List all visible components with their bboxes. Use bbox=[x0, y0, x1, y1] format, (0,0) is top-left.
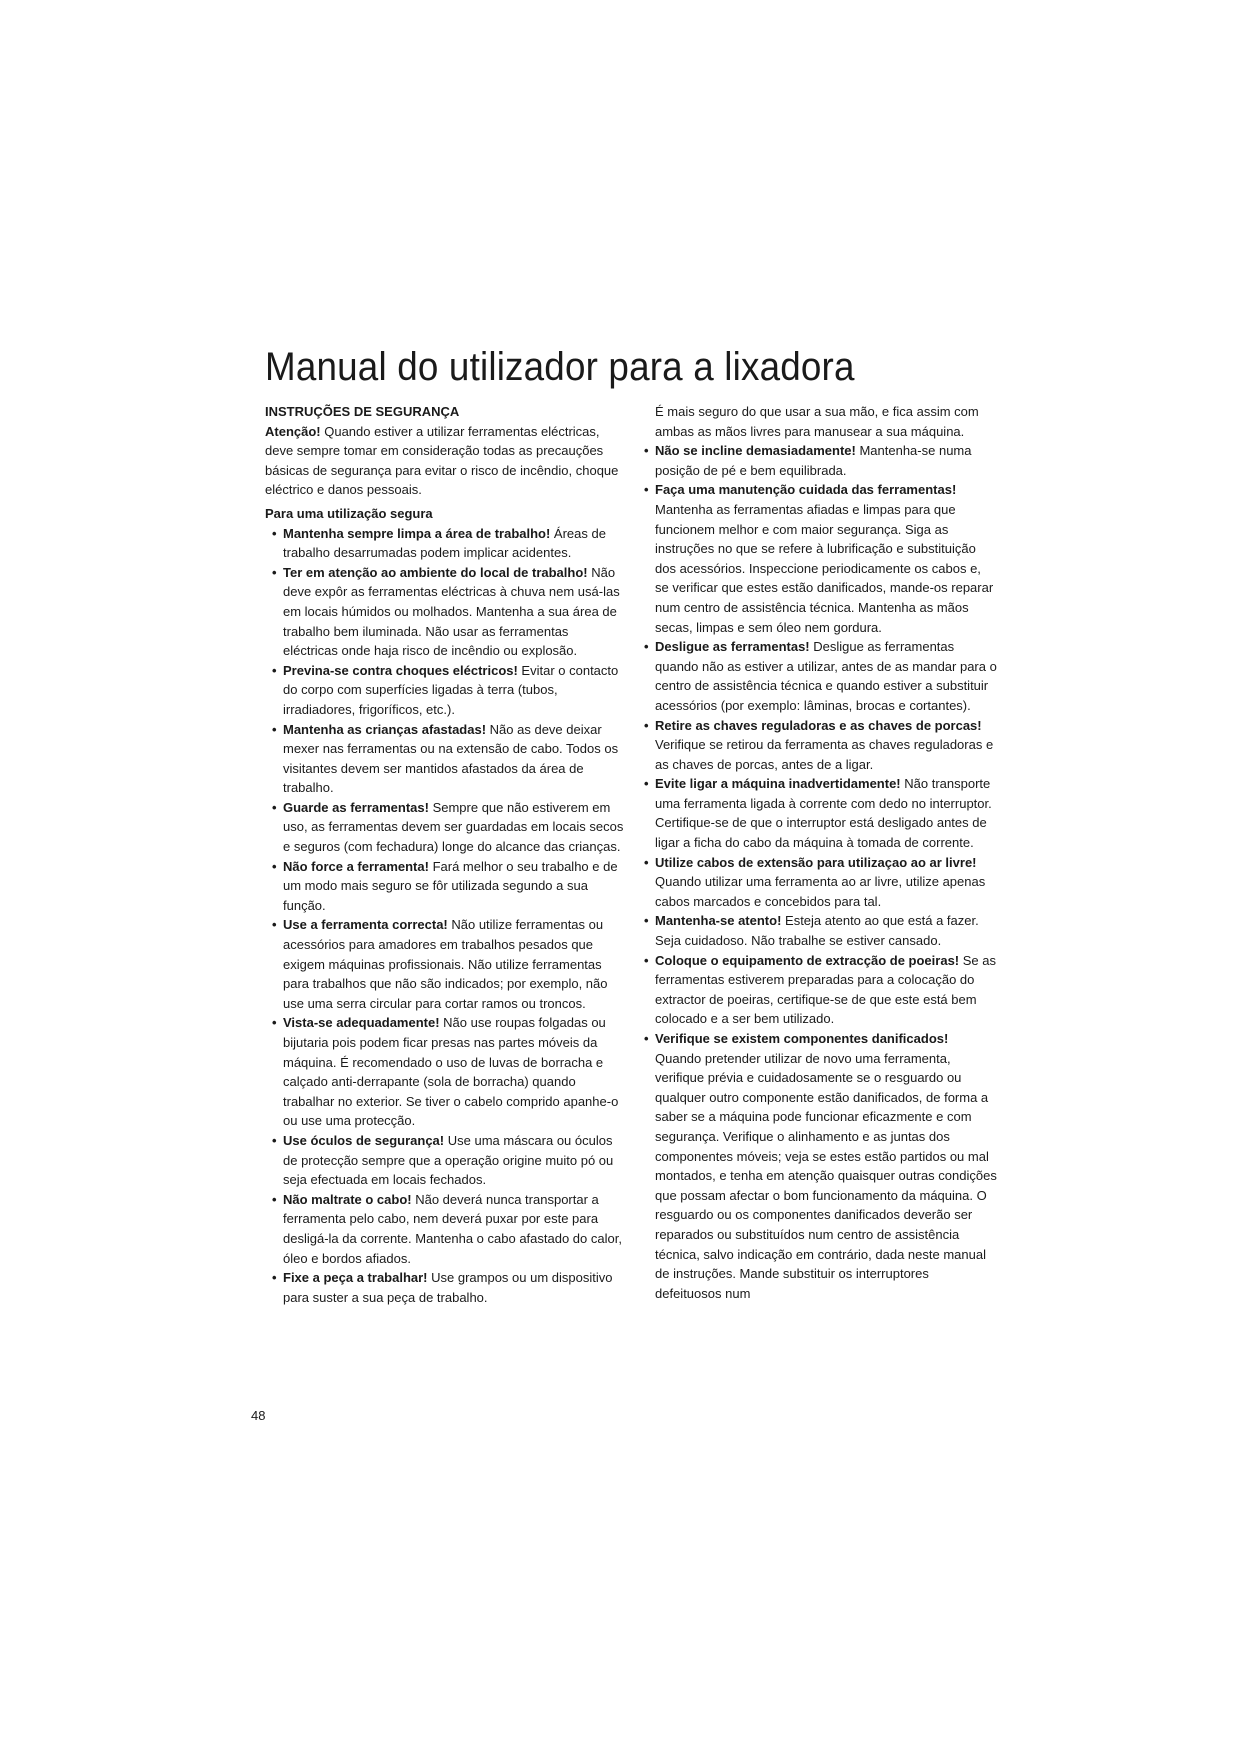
item-lead: Mantenha as crianças afastadas! bbox=[283, 721, 487, 737]
list-item bbox=[265, 720, 625, 798]
item-lead: Use óculos de segurança! bbox=[283, 1132, 445, 1148]
continuation-text: É mais seguro do que usar a sua mão, e fica assim com ambas as mãos livres para manusear a sua máquina. bbox=[655, 404, 979, 439]
item-lead: Retire as chaves reguladoras e as chaves de porcas! bbox=[655, 717, 982, 733]
bullet-icon: • bbox=[272, 662, 277, 678]
list-item bbox=[637, 441, 997, 480]
bullet-icon: • bbox=[644, 639, 649, 655]
bullet-icon: • bbox=[644, 913, 649, 929]
bullet-icon: • bbox=[644, 952, 649, 968]
intro-lead: Atenção! bbox=[265, 423, 321, 439]
item-lead: Vista-se adequadamente! bbox=[283, 1015, 440, 1031]
bullet-icon: • bbox=[272, 858, 277, 874]
bullet-icon: • bbox=[644, 854, 649, 870]
list-item bbox=[265, 1190, 625, 1268]
item-text: Se as ferramentas estiverem preparadas para a colocação do extractor de poeiras, certifique-se de que este está bem colocado e a ser bem utilizado. bbox=[655, 952, 996, 1027]
list-item bbox=[265, 563, 625, 661]
item-lead: Coloque o equipamento de extracção de poeiras! bbox=[655, 952, 960, 968]
list-item bbox=[637, 911, 997, 950]
intro-text: Quando estiver a utilizar ferramentas eléctricas, deve sempre tomar em consideração todas as precauções básicas de segurança para evitar o risco de incêndio, choque eléctrico e danos pessoais. bbox=[265, 423, 619, 498]
item-text: Não use roupas folgadas ou bijutaria pois podem ficar presas nas partes móveis da máquina. É recomendado o uso de luvas de borracha e calçado anti-derrapante (sola de borracha) quando trabalhar no exterior. Se tiver o cabelo comprido apanhe-o ou use uma protecção. bbox=[283, 1015, 619, 1129]
item-text: Use grampos ou um dispositivo para suster a sua peça de trabalho. bbox=[283, 1270, 613, 1305]
item-text: Verifique se retirou da ferramenta as chaves reguladoras e as chaves de porcas, antes de a ligar. bbox=[655, 737, 994, 772]
item-text: Evitar o contacto do corpo com superfícies ligadas à terra (tubos, irradiadores, frigoríficos, etc.). bbox=[283, 662, 619, 717]
section-heading: INSTRUÇÕES DE SEGURANÇA bbox=[265, 404, 460, 419]
item-lead: Previna-se contra choques eléctricos! bbox=[283, 662, 518, 678]
item-text: Não as deve deixar mexer nas ferramentas ou na extensão de cabo. Todos os visitantes devem ser mantidos afastados da área de trabalho. bbox=[283, 721, 619, 796]
item-lead: Não force a ferramenta! bbox=[283, 858, 429, 874]
page-number: 48 bbox=[251, 1408, 266, 1423]
item-lead: Guarde as ferramentas! bbox=[283, 799, 429, 815]
item-text: Áreas de trabalho desarrumadas podem implicar acidentes. bbox=[283, 525, 606, 561]
left-column bbox=[265, 402, 625, 1307]
item-lead: Faça uma manutenção cuidada das ferramentas! bbox=[655, 482, 957, 498]
item-lead: Ter em atenção ao ambiente do local de trabalho! bbox=[283, 564, 588, 580]
list-item bbox=[637, 774, 997, 852]
bullet-icon: • bbox=[272, 1015, 277, 1031]
item-lead: Fixe a peça a trabalhar! bbox=[283, 1270, 428, 1286]
bullet-icon: • bbox=[644, 717, 649, 733]
item-lead: Não maltrate o cabo! bbox=[283, 1191, 412, 1207]
item-text: Não utilize ferramentas ou acessórios para amadores em trabalhos pesados que exigem máquinas profissionais. Não utilize ferramentas para trabalhos que não são indicados; por exemplo, não use uma serra circular para cortar ramos ou troncos. bbox=[283, 917, 608, 1011]
bullet-icon: • bbox=[272, 1191, 277, 1207]
right-column bbox=[637, 402, 997, 1303]
item-text: Desligue as ferramentas quando não as estiver a utilizar, antes de as mandar para o centro de assistência técnica e quando estiver a substituir acessórios (por exemplo: lâminas, brocas e cortantes). bbox=[655, 639, 997, 713]
bullet-icon: • bbox=[644, 1031, 649, 1046]
item-text: Quando utilizar uma ferramenta ao ar livre, utilize apenas cabos marcados e concebidos para tal. bbox=[655, 874, 986, 909]
list-item bbox=[265, 857, 625, 916]
bullet-icon: • bbox=[644, 776, 649, 792]
bullet-icon: • bbox=[644, 443, 649, 459]
bullet-icon: • bbox=[272, 799, 277, 815]
item-text: Mantenha as ferramentas afiadas e limpas para que funcionem melhor e com maior segurança. Siga as instruções no que se refere à lubrificação e substituição dos acessórios. Inspeccione periodicamente os cabos e, se verificar que estes estão danificados, mande-os reparar num centro de assistência técnica. Mantenha as mãos secas, limpas e sem óleo nem gordura. bbox=[655, 501, 994, 635]
item-lead: Não se incline demasiadamente! bbox=[655, 443, 856, 459]
list-item bbox=[637, 853, 997, 912]
list-item bbox=[637, 951, 997, 1029]
list-item bbox=[265, 1131, 625, 1190]
bullet-icon: • bbox=[272, 564, 277, 580]
item-text: Quando pretender utilizar de novo uma ferramenta, verifique prévia e cuidadosamente se o resguardo ou qualquer outro componente estão danificados, de forma a saber se a máquina pode funcionar eficazmente e com segurança. Verifique o alinhamento e as juntas dos componentes móveis; veja se estes estão partidos ou mal montados, e tenha em atenção quaisquer outras condições que possam afectar o bom funcionamento da máquina. O resguardo ou os componentes danificados deverão ser reparados ou substituídos num centro de assistência técnica, salvo indicação em contrário, dada neste manual de instruções. Mande substituir os interruptores defeituosos num bbox=[655, 1050, 997, 1301]
list-item bbox=[265, 661, 625, 720]
list-item bbox=[637, 1029, 997, 1303]
item-text: Não transporte uma ferramenta ligada à corrente com dedo no interruptor. Certifique-se de que o interruptor está desligado antes de ligar a ficha do cabo da máquina à tomada de corrente. bbox=[655, 776, 992, 851]
bullet-icon: • bbox=[644, 482, 649, 498]
bullet-icon: • bbox=[272, 525, 277, 541]
bullet-icon: • bbox=[272, 1270, 277, 1286]
item-text: Esteja atento ao que está a fazer. Seja cuidadoso. Não trabalhe se estiver cansado. bbox=[655, 913, 979, 949]
page-title: Manual do utilizador para a lixadora bbox=[265, 345, 855, 389]
bullet-icon: • bbox=[272, 1132, 277, 1148]
list-item bbox=[637, 480, 997, 637]
item-lead: Utilize cabos de extensão para utilizaçao ao ar livre! bbox=[655, 854, 977, 870]
list-item bbox=[265, 915, 625, 1013]
intro-paragraph bbox=[265, 422, 625, 500]
list-item bbox=[637, 716, 997, 775]
item-text: Não deverá nunca transportar a ferramenta pelo cabo, nem deverá puxar por este para desligá-la da corrente. Mantenha o cabo afastado do calor, óleo e bordos afiados. bbox=[283, 1191, 622, 1266]
item-lead: Evite ligar a máquina inadvertidamente! bbox=[655, 776, 901, 792]
item-text: Mantenha-se numa posição de pé e bem equilibrada. bbox=[655, 443, 972, 478]
item-lead: Mantenha-se atento! bbox=[655, 913, 782, 929]
list-item bbox=[265, 798, 625, 857]
item-lead: Verifique se existem componentes danificados! bbox=[655, 1031, 949, 1046]
bullet-icon: • bbox=[272, 917, 277, 933]
item-text: Sempre que não estiverem em uso, as ferramentas devem ser guardadas em locais secos e seguros (com fechadura) longe do alcance das crianças. bbox=[283, 799, 624, 855]
item-text: Não deve expôr as ferramentas eléctricas à chuva nem usá-las em locais húmidos ou molhados. Mantenha a sua área de trabalho bem iluminada. Não usar as ferramentas eléctricas onde haja risco de incêndio ou explosão. bbox=[283, 564, 620, 659]
bullet-icon: • bbox=[272, 721, 277, 737]
item-lead: Mantenha sempre limpa a área de trabalho! bbox=[283, 525, 551, 541]
list-item bbox=[265, 524, 625, 563]
item-lead: Use a ferramenta correcta! bbox=[283, 917, 448, 933]
sub-heading: Para uma utilização segura bbox=[265, 505, 433, 521]
item-text: Fará melhor o seu trabalho e de um modo mais seguro se fôr utilizada segundo a sua função. bbox=[283, 858, 618, 913]
item-text: Use uma máscara ou óculos de protecção sempre que a operação origine muito pó ou seja efectuada em locais fechados. bbox=[283, 1132, 614, 1188]
list-item bbox=[265, 1268, 625, 1307]
item-lead: Desligue as ferramentas! bbox=[655, 639, 810, 655]
list-item bbox=[637, 637, 997, 715]
list-item bbox=[265, 1013, 625, 1131]
